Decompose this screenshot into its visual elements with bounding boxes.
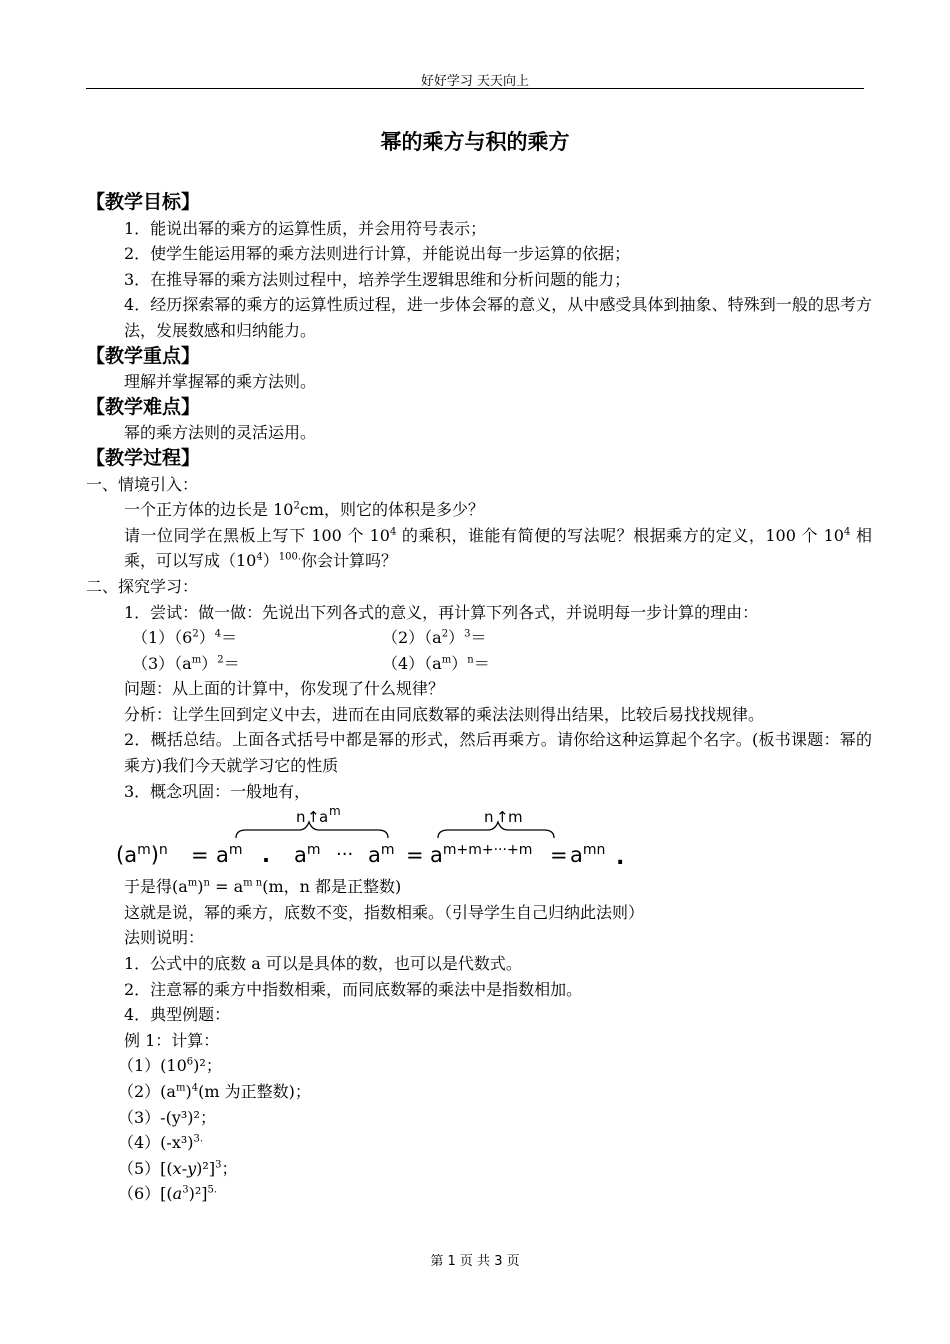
formula-left: $(a^m)^n$ — [116, 842, 168, 868]
analysis-text: 分析：让学生回到定义中去，进而在由同底数幂的乘法法则得出结果，比较后易找找规律。 — [124, 704, 765, 724]
page-header: 好好学习 天天向上 — [420, 74, 530, 89]
rule-text: 这就是说，幂的乘方，底数不变，指数相乘。（引导学生自己归纳此法则） — [124, 902, 645, 922]
calc-item-4: $(4)(-x^3)^{3.}$ — [118, 1133, 204, 1153]
summary-text: 2．概括总结。上面各式括号中都是幂的形式，然后再乘方。请你给这种运算起个名字。(板书课题：幂的乘方)我们今天就学习它的性质 — [124, 730, 872, 776]
formula-equals: = — [406, 843, 424, 868]
exercise-row — [86, 625, 872, 651]
intro-question-power: 请一位同学在黑板上写下 100 个 $10^4$ 的乘积，谁能有简便的写法呢？根据乘方的定义，100 个 $10^4$ 相乘，可以写成$(10^4)^{100.}$你会计算吗？ — [124, 525, 872, 571]
formula-equals: = — [550, 843, 568, 868]
rule-note-title: 法则说明： — [124, 928, 205, 948]
objective-item: 2．使学生能运用幂的乘方法则进行计算，并能说出每一步运算的依据； — [124, 244, 631, 264]
formula-dot: . — [262, 843, 270, 868]
calc-item-3: （3）-(y³)²； — [118, 1107, 216, 1127]
brace2-label-m: m — [508, 808, 523, 827]
calc-item-1: $(1)(10^6)^2$； — [118, 1056, 222, 1076]
formula-term: $a^m$ — [294, 842, 321, 868]
rule-note-2: 2．注意幂的乘方中指数相乘，而同底数幂的乘法中是指数相加。 — [124, 979, 583, 999]
formula-term: $a^m$ — [368, 842, 395, 868]
up-arrow-icon: ↑ — [307, 808, 320, 827]
section-explore-title: 二、探究学习： — [86, 576, 199, 596]
power-of-power-formula — [86, 804, 872, 874]
formula-term: $a^m$ — [216, 842, 243, 868]
formula-equals: = — [191, 843, 209, 868]
brace2-label-n: n — [484, 808, 494, 827]
exercise-3: $(3)(a^m)^2=$ — [132, 653, 240, 673]
formula-sum: $a^{m+m+\cdot\cdot\cdot+m}$ — [430, 842, 533, 868]
formula-result: $a^{mn}$ — [570, 842, 606, 868]
keypoint-text: 理解并掌握幂的乘方法则。 — [124, 372, 317, 392]
document-title: 幂的乘方与积的乘方 — [380, 129, 570, 154]
rule-note-1: 1．公式中的底数 a 可以是具体的数，也可以是代数式。 — [124, 954, 522, 974]
exercise-2: $(2)(a^2)^3=$ — [382, 628, 487, 648]
example-label: 例 1：计算： — [124, 1030, 220, 1050]
question-text: 问题：从上面的计算中，你发现了什么规律？ — [124, 679, 445, 699]
intro-question-cube: 一个正方体的边长是 $10^2cm$，则它的体积是多少？ — [124, 500, 484, 520]
section-intro-title: 一、情境引入： — [86, 474, 199, 494]
keypoint-heading: 【教学重点】 — [86, 344, 201, 367]
formula-ellipsis: ··· — [336, 844, 354, 866]
calc-item-5: $(5)[(x-y)^2]^3$； — [118, 1158, 238, 1178]
brace1-label-n: n — [296, 808, 306, 827]
objectives-heading: 【教学目标】 — [86, 191, 201, 213]
hence-formula: 于是得$(a^m)^n = a^{m n}(m$，n 都是正整数) — [124, 877, 402, 897]
exercise-4: $(4)(a^m)^n=$ — [382, 653, 490, 673]
document-body — [86, 190, 872, 1207]
exercise-row — [86, 651, 872, 677]
process-heading: 【教学过程】 — [86, 446, 201, 469]
examples-title: 4．典型例题： — [124, 1005, 231, 1025]
brace1-label-a: a — [319, 808, 329, 827]
exercise-1: $(1)(6^2)^4=$ — [132, 628, 238, 648]
brace1-label-m: m — [329, 804, 341, 819]
formula-end-dot: . — [616, 845, 625, 871]
objective-item: 1．能说出幂的乘方的运算性质，并会用符号表示； — [124, 218, 487, 238]
concept-text: 3．概念巩固：一般地有， — [124, 781, 311, 801]
explore-try: 1．尝试：做一做：先说出下列各式的意义，再计算下列各式，并说明每一步计算的理由： — [124, 602, 759, 622]
objective-item: 4．经历探索幂的乘方的运算性质过程，进一步体会幂的意义，从中感受具体到抽象、特殊到一般的思考方法，发展数感和归纳能力。 — [124, 295, 872, 340]
page-footer: 第 1 页 共 3 页 — [430, 1254, 520, 1269]
difficulty-heading: 【教学难点】 — [86, 395, 201, 418]
header-rule — [86, 88, 864, 89]
difficulty-text: 幂的乘方法则的灵活运用。 — [124, 423, 317, 443]
objective-item: 3．在推导幂的乘方法则过程中，培养学生逻辑思维和分析问题的能力； — [124, 269, 631, 289]
calc-item-6: $(6)[(a^3)^2]^{5.}$ — [118, 1184, 218, 1204]
up-arrow-icon: ↑ — [496, 808, 509, 827]
calc-item-2: $(2)(a^m)^4(m$ 为正整数)； — [118, 1082, 311, 1101]
formula-graphic — [116, 804, 656, 874]
